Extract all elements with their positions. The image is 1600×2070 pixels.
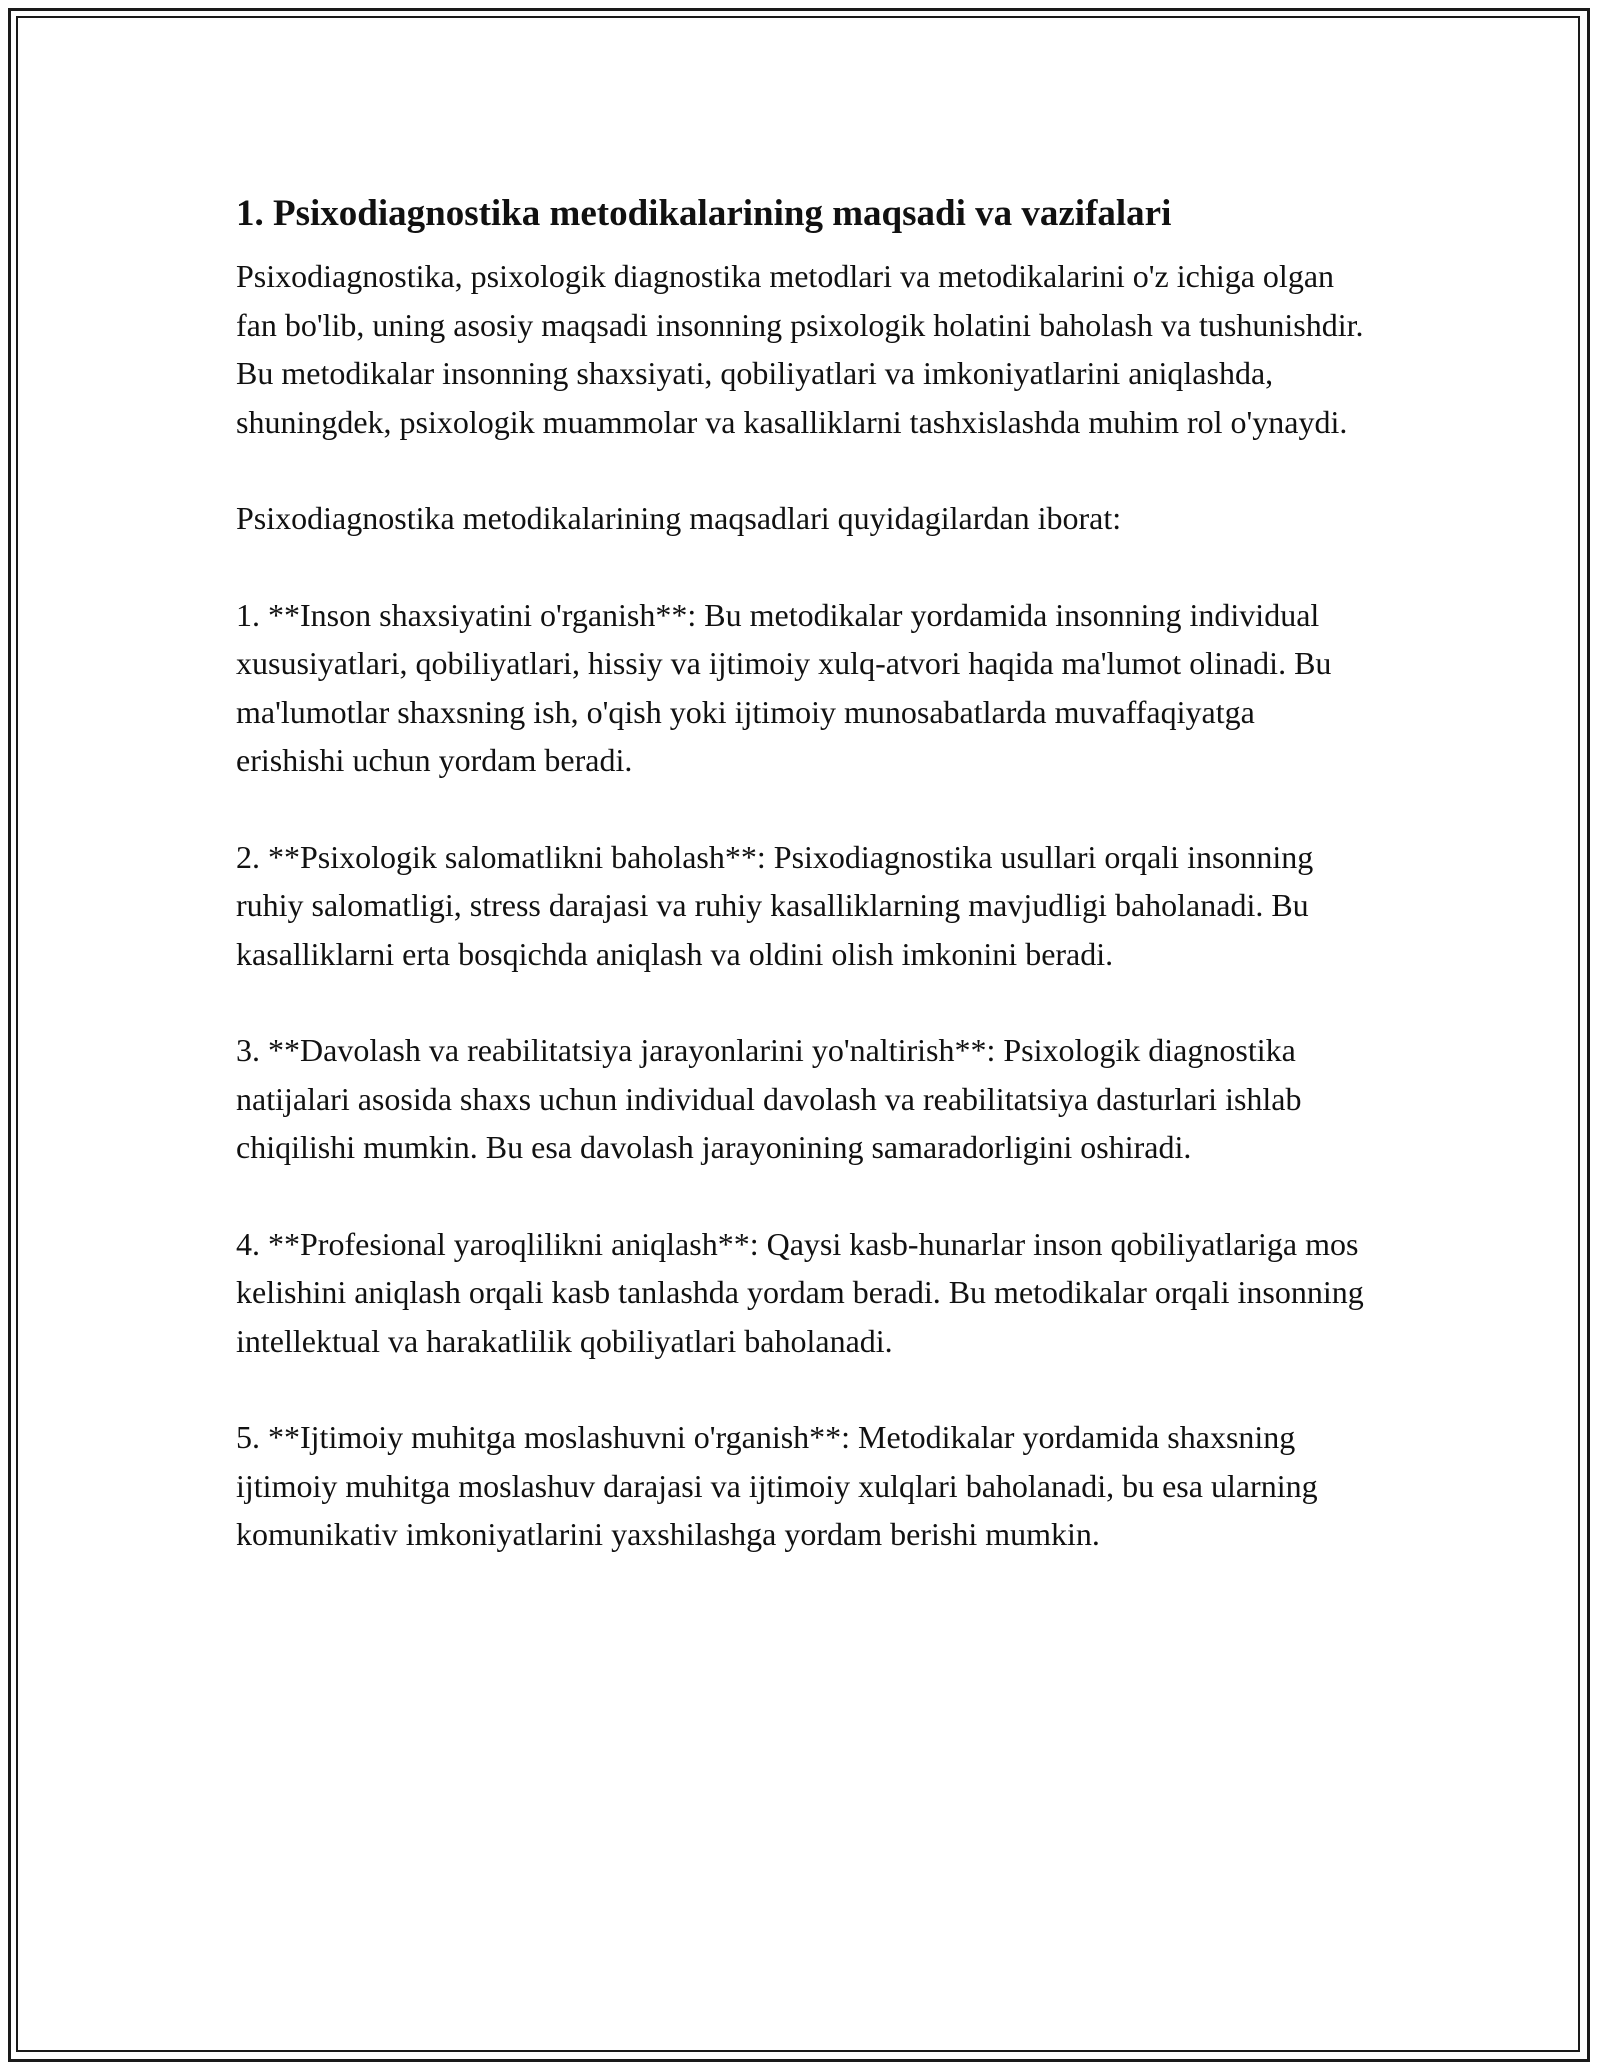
goals-lead-paragraph: Psixodiagnostika metodikalarining maqsadlari quyidagilardan iborat: (236, 500, 1122, 536)
goal-item-4: 4. **Profesional yaroqlilikni aniqlash**: Qaysi kasb-hunarlar inson qobiliyatlariga mos kelishini aniqlash orqali kasb tanlashda yordam beradi. Bu metodikalar orqali insonning intellektual va harakatlilik qobiliyatlari baholanadi. (236, 1225, 1364, 1359)
goal-item-3: 3. **Davolash va reabilitatsiya jarayonlarini yo'naltirish**: Psixologik diagnostika natijalari asosida shaxs uchun individual davolash va reabilitatsiya dasturlari ishlab chiqilishi mumkin. Bu esa davolash jarayonining samaradorligini oshiradi. (236, 1032, 1302, 1165)
section-heading: 1. Psixodiagnostika metodikalarining maqsadi va vazifalari (236, 193, 1172, 234)
goal-item-5: 5. **Ijtimoiy muhitga moslashuvni o'rganish**: Metodikalar yordamida shaxsning ijtimoiy muhitga moslashuv darajasi va ijtimoiy xulqlari baholanadi, bu esa ularning komunikativ imkoniyatlarini yaxshilashga yordam berishi mumkin. (236, 1419, 1318, 1552)
intro-paragraph: Psixodiagnostika, psixologik diagnostika metodlari va metodikalarini o'z ichiga olgan fan bo'lib, uning asosiy maqsadi insonning psixologik holatini baholash va tushunishdir. Bu metodikalar insonning shaxsiyati, qobiliyatlari va imkoniyatlarini aniqlashda, shuningdek, psixologik muammolar va kasalliklarni tashxislashda muhim rol o'ynaydi. (236, 258, 1364, 440)
goal-item-1: 1. **Inson shaxsiyatini o'rganish**: Bu metodikalar yordamida insonning individual xususiyatlari, qobiliyatlari, hissiy va ijtimoiy xulq-atvori haqida ma'lumot olinadi. Bu ma'lumotlar shaxsning ish, o'qish yoki ijtimoiy munosabatlarda muvaffaqiyatga erishishi uchun yordam beradi. (236, 596, 1332, 778)
document-body (236, 188, 1366, 1607)
goal-item-2: 2. **Psixologik salomatlikni baholash**: Psixodiagnostika usullari orqali insonning ruhiy salomatligi, stress darajasi va ruhiy kasalliklarning mavjudligi baholanadi. Bu kasalliklarni erta bosqichda aniqlash va oldini olish imkonini beradi. (236, 838, 1314, 972)
